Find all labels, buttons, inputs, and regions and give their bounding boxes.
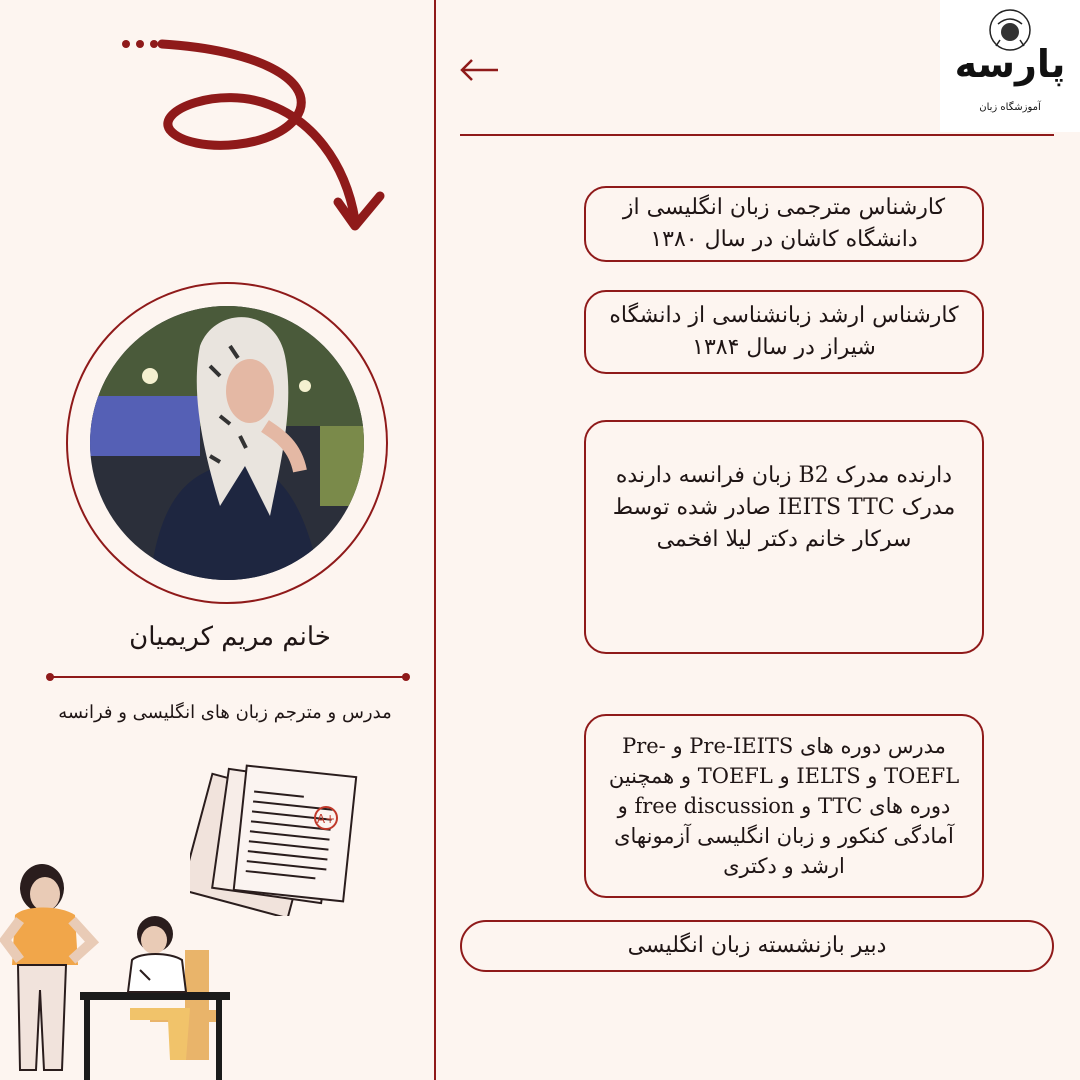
back-arrow-icon[interactable] — [458, 50, 502, 90]
credential-card-courses: مدرس دوره های Pre-IEITS و Pre-TOEFL و IELTS و TOEFL و همچنین دوره های TTC و free discussion و آمادگی کنکور و زبان انگلیسی آزمونهای ارشد و دکتری — [584, 714, 984, 898]
credential-card-master: کارشناس ارشد زبانشناسی از دانشگاه شیراز در سال ۱۳۸۴ — [584, 290, 984, 374]
rule-dot-right — [402, 673, 410, 681]
paper-grade: A+ — [316, 812, 336, 826]
logo-subtitle: آموزشگاه زبان — [979, 102, 1041, 113]
name-rule — [50, 676, 406, 678]
brand-logo[interactable] — [940, 0, 1080, 132]
header-rule — [460, 134, 1054, 136]
vertical-divider — [434, 0, 436, 1080]
teacher-name: خانم مریم کریمیان — [129, 622, 331, 652]
credential-card-retired: دبیر بازنشسته زبان انگلیسی — [460, 920, 1054, 972]
credential-card-bachelor: کارشناس مترجمی زبان انگلیسی از دانشگاه کاشان در سال ۱۳۸۰ — [584, 186, 984, 262]
squiggle-arrow-icon — [110, 30, 400, 240]
profile-photo — [90, 306, 364, 580]
logo-title: پارسه — [954, 42, 1066, 86]
credential-card-certificates: دارنده مدرک B2 زبان فرانسه دارنده مدرک IEITS TTC صادر شده توسط سرکار خانم دکتر لیلا افخمی — [584, 420, 984, 654]
teacher-role: مدرس و مترجم زبان های انگلیسی و فرانسه — [58, 702, 392, 723]
teacher-student-illustration — [0, 860, 240, 1080]
